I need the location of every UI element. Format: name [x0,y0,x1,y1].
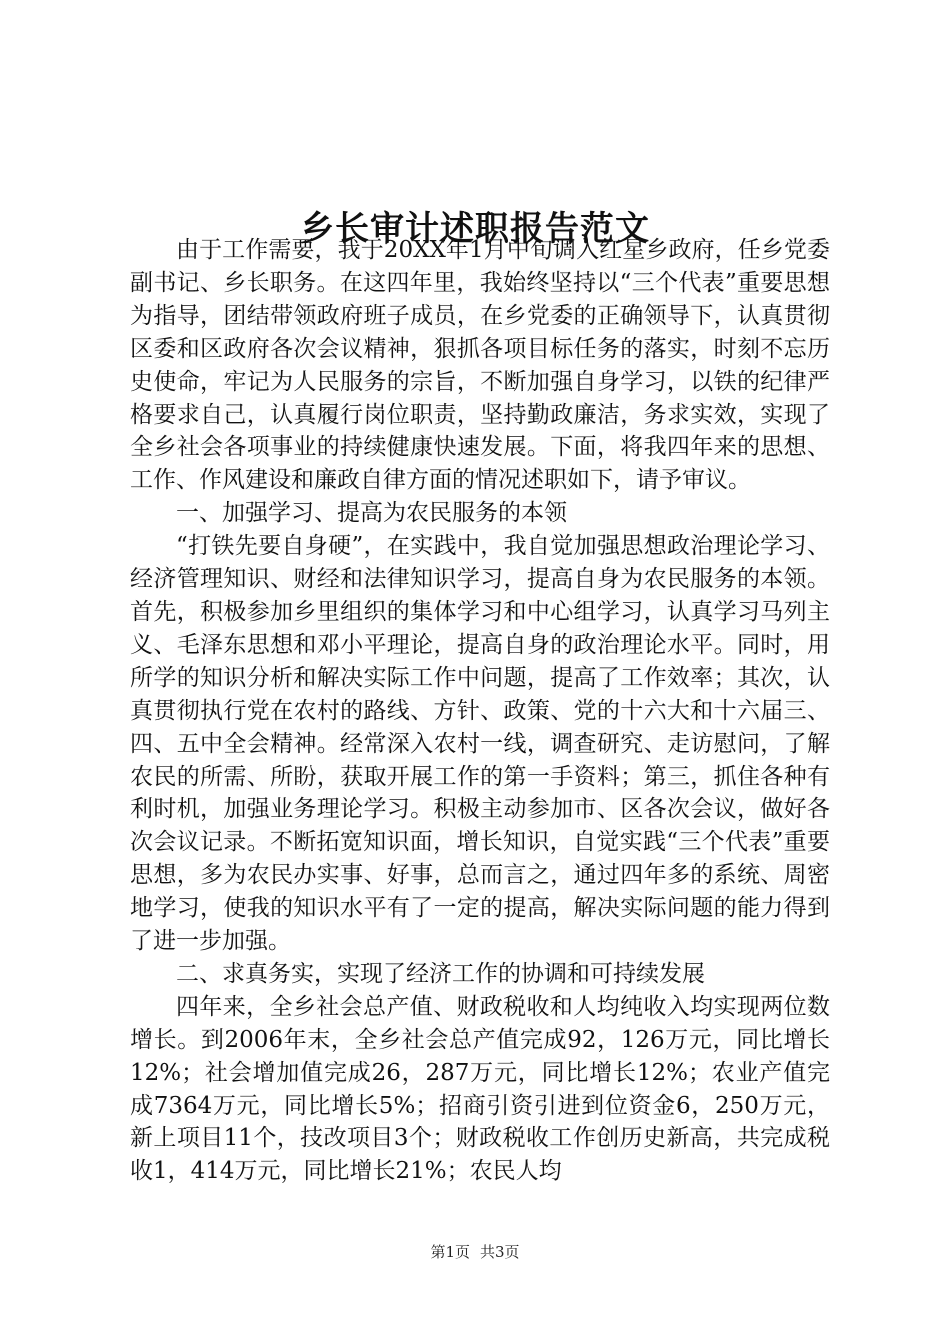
section-heading-1: 一、加强学习、提高为农民服务的本领 [176,500,567,527]
section-heading-2: 二、求真务实，实现了经济工作的协调和可持续发展 [176,960,705,987]
page-number: 第1页 [430,1243,470,1261]
page-footer [0,1242,950,1262]
document-title: 乡长审计述职报告范文 [300,208,650,249]
section-2-paragraph: 四年来，全乡社会总产值、财政税收和人均纯收入均实现两位数增长。到2006年末，全乡社会总产值完成92，126万元，同比增长12%；社会增加值完成26，287万元，同比增长12%；农业产值完成7364万元，同比增长5%；招商引资引进到位资金6，250万元，新上项目11个，技改项目3个；财政税收工作创历史新高，共完成税收1，414万元，同比增长21%；农民人均 [130,993,830,1185]
section-1-paragraph: “打铁先要自身硬”，在实践中，我自觉加强思想政治理论学习、经济管理知识、财经和法律知识学习，提高自身为农民服务的本领。首先，积极参加乡里组织的集体学习和中心组学习，认真学习马列主义、毛泽东思想和邓小平理论，提高自身的政治理论水平。同时，用所学的知识分析和解决实际工作中问题，提高了工作效率；其次，认真贯彻执行党在农村的路线、方针、政策、党的十六大和十六届三、四、五中全会精神。经常深入农村一线，调查研究、走访慰问，了解农民的所需、所盼，获取开展工作的第一手资料；第三，抓住各种有利时机，加强业务理论学习。积极主动参加市、区各次会议，做好各次会议记录。不断拓宽知识面，增长知识，自觉实践“三个代表”重要思想，多为农民办实事、好事，总而言之，通过四年多的系统、周密地学习，使我的知识水平有了一定的提高，解决实际问题的能力得到了进一步加强。 [130,533,830,955]
intro-paragraph: 由于工作需要，我于20XX年1月中旬调入红星乡政府，任乡党委副书记、乡长职务。在这四年里，我始终坚持以“三个代表”重要思想为指导，团结带领政府班子成员，在乡党委的正确领导下，认真贯彻区委和区政府各次会议精神，狠抓各项目标任务的落实，时刻不忘历史使命，牢记为人民服务的宗旨，不断加强自身学习，以铁的纪律严格要求自己，认真履行岗位职责，坚持勤政廉洁，务求实效，实现了全乡社会各项事业的持续健康快速发展。下面，将我四年来的思想、工作、作风建设和廉政自律方面的情况述职如下，请予审议。 [130,237,830,494]
page-total: 共3页 [480,1243,520,1261]
document-body [130,234,830,1188]
